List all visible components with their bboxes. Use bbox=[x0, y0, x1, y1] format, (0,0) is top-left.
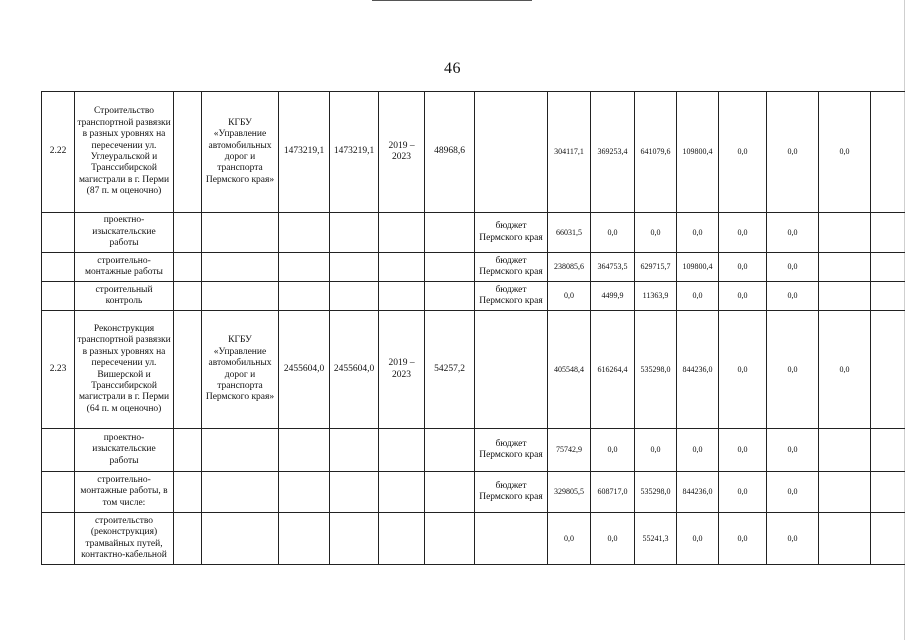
empty-cell bbox=[871, 513, 905, 565]
empty-cell bbox=[42, 513, 75, 565]
empty-cell bbox=[379, 282, 425, 311]
value-year-3: 535298,0 bbox=[635, 472, 677, 513]
estimated-cost: 1473219,1 bbox=[279, 92, 330, 213]
empty-cell bbox=[202, 472, 279, 513]
value-year-1: 0,0 bbox=[548, 282, 591, 311]
value-year-6: 0,0 bbox=[767, 472, 819, 513]
value-year-1: 238085,6 bbox=[548, 253, 591, 282]
empty-cell bbox=[174, 92, 202, 213]
value-year-3: 629715,7 bbox=[635, 253, 677, 282]
empty-cell bbox=[871, 253, 905, 282]
object-name: Реконструкция транспортной развязки в разных уровнях на пересечении ул. Вишерской и Транссибирской магистрали в г. Перми (64 п. м оценочно) bbox=[75, 311, 174, 429]
empty-cell bbox=[330, 253, 379, 282]
empty-cell bbox=[819, 213, 871, 253]
empty-cell bbox=[330, 472, 379, 513]
work-type: проектно- изыскательские работы bbox=[75, 213, 174, 253]
amount: 48968,6 bbox=[425, 92, 475, 213]
empty-cell bbox=[202, 513, 279, 565]
value-year-4: 109800,4 bbox=[677, 253, 719, 282]
empty-cell bbox=[202, 213, 279, 253]
value-year-4: 844236,0 bbox=[677, 472, 719, 513]
empty-cell bbox=[425, 253, 475, 282]
amount: 54257,2 bbox=[425, 311, 475, 429]
empty-cell bbox=[279, 513, 330, 565]
empty-cell bbox=[330, 282, 379, 311]
empty-cell bbox=[330, 513, 379, 565]
organization: КГБУ «Управление автомобильных дорог и транспорта Пермского края» bbox=[202, 92, 279, 213]
empty-cell bbox=[174, 472, 202, 513]
table-row bbox=[42, 429, 905, 472]
work-type: проектно- изыскательские работы bbox=[75, 429, 174, 472]
empty-cell bbox=[279, 253, 330, 282]
empty-cell bbox=[819, 429, 871, 472]
value-year-3: 11363,9 bbox=[635, 282, 677, 311]
value-year-5: 0,0 bbox=[719, 472, 767, 513]
empty-cell bbox=[871, 92, 905, 213]
empty-cell bbox=[330, 213, 379, 253]
value-year-7: 0,0 bbox=[819, 92, 871, 213]
value-year-2: 616264,4 bbox=[591, 311, 635, 429]
page-number: 46 bbox=[444, 60, 461, 77]
value-year-2: 369253,4 bbox=[591, 92, 635, 213]
value-year-3: 535298,0 bbox=[635, 311, 677, 429]
empty-cell bbox=[279, 472, 330, 513]
empty-cell bbox=[425, 429, 475, 472]
value-year-5: 0,0 bbox=[719, 253, 767, 282]
empty-cell bbox=[279, 429, 330, 472]
empty-cell bbox=[202, 253, 279, 282]
empty-cell bbox=[42, 472, 75, 513]
estimated-cost-2: 2455604,0 bbox=[330, 311, 379, 429]
funding-source bbox=[475, 92, 548, 213]
table-row bbox=[42, 253, 905, 282]
table-row bbox=[42, 472, 905, 513]
value-year-6: 0,0 bbox=[767, 513, 819, 565]
empty-cell bbox=[425, 513, 475, 565]
funding-source: бюджет Пермского края bbox=[475, 472, 548, 513]
table-row bbox=[42, 282, 905, 311]
funding-source: бюджет Пермского края bbox=[475, 213, 548, 253]
value-year-4: 0,0 bbox=[677, 213, 719, 253]
value-year-6: 0,0 bbox=[767, 92, 819, 213]
empty-cell bbox=[202, 282, 279, 311]
empty-cell bbox=[174, 311, 202, 429]
funding-source: бюджет Пермского края bbox=[475, 282, 548, 311]
value-year-6: 0,0 bbox=[767, 311, 819, 429]
work-type: строительный контроль bbox=[75, 282, 174, 311]
empty-cell bbox=[379, 253, 425, 282]
empty-cell bbox=[379, 513, 425, 565]
empty-cell bbox=[425, 213, 475, 253]
row-number: 2.22 bbox=[42, 92, 75, 213]
value-year-1: 329805,5 bbox=[548, 472, 591, 513]
empty-cell bbox=[871, 213, 905, 253]
empty-cell bbox=[174, 253, 202, 282]
object-name: Строительство транспортной развязки в разных уровнях на пересечении ул. Углеуральской и Транссибирской магистрали в г. Перми (87 п. м оценочно) bbox=[75, 92, 174, 213]
table-row bbox=[42, 92, 905, 213]
value-year-5: 0,0 bbox=[719, 429, 767, 472]
value-year-1: 75742,9 bbox=[548, 429, 591, 472]
empty-cell bbox=[330, 429, 379, 472]
work-type: строительство (реконструкция) трамвайных путей, контактно-кабельной bbox=[75, 513, 174, 565]
page-top-edge bbox=[372, 0, 532, 1]
estimated-cost-2: 1473219,1 bbox=[330, 92, 379, 213]
empty-cell bbox=[871, 282, 905, 311]
empty-cell bbox=[819, 282, 871, 311]
value-year-2: 4499,9 bbox=[591, 282, 635, 311]
empty-cell bbox=[425, 472, 475, 513]
value-year-5: 0,0 bbox=[719, 92, 767, 213]
value-year-6: 0,0 bbox=[767, 253, 819, 282]
empty-cell bbox=[174, 282, 202, 311]
empty-cell bbox=[379, 429, 425, 472]
value-year-2: 364753,5 bbox=[591, 253, 635, 282]
empty-cell bbox=[379, 213, 425, 253]
funding-source: бюджет Пермского края bbox=[475, 429, 548, 472]
value-year-6: 0,0 bbox=[767, 213, 819, 253]
value-year-3: 55241,3 bbox=[635, 513, 677, 565]
value-year-1: 0,0 bbox=[548, 513, 591, 565]
value-year-2: 0,0 bbox=[591, 513, 635, 565]
value-year-4: 0,0 bbox=[677, 513, 719, 565]
period: 2019 – 2023 bbox=[379, 311, 425, 429]
empty-cell bbox=[174, 513, 202, 565]
empty-cell bbox=[871, 311, 905, 429]
empty-cell bbox=[871, 472, 905, 513]
empty-cell bbox=[202, 429, 279, 472]
funding-source bbox=[475, 513, 548, 565]
empty-cell bbox=[42, 429, 75, 472]
funding-source bbox=[475, 311, 548, 429]
value-year-5: 0,0 bbox=[719, 282, 767, 311]
value-year-4: 0,0 bbox=[677, 282, 719, 311]
empty-cell bbox=[819, 472, 871, 513]
empty-cell bbox=[42, 253, 75, 282]
empty-cell bbox=[379, 472, 425, 513]
empty-cell bbox=[279, 282, 330, 311]
work-type: строительно- монтажные работы, в том числе: bbox=[75, 472, 174, 513]
value-year-2: 0,0 bbox=[591, 429, 635, 472]
empty-cell bbox=[871, 429, 905, 472]
empty-cell bbox=[425, 282, 475, 311]
organization: КГБУ «Управление автомобильных дорог и транспорта Пермского края» bbox=[202, 311, 279, 429]
funding-source: бюджет Пермского края bbox=[475, 253, 548, 282]
estimated-cost: 2455604,0 bbox=[279, 311, 330, 429]
value-year-2: 608717,0 bbox=[591, 472, 635, 513]
table-row bbox=[42, 213, 905, 253]
value-year-7: 0,0 bbox=[819, 311, 871, 429]
value-year-2: 0,0 bbox=[591, 213, 635, 253]
work-type: строительно- монтажные работы bbox=[75, 253, 174, 282]
value-year-3: 0,0 bbox=[635, 213, 677, 253]
value-year-1: 66031,5 bbox=[548, 213, 591, 253]
value-year-1: 405548,4 bbox=[548, 311, 591, 429]
value-year-6: 0,0 bbox=[767, 282, 819, 311]
empty-cell bbox=[42, 282, 75, 311]
value-year-5: 0,0 bbox=[719, 513, 767, 565]
value-year-3: 641079,6 bbox=[635, 92, 677, 213]
row-number: 2.23 bbox=[42, 311, 75, 429]
empty-cell bbox=[279, 213, 330, 253]
period: 2019 – 2023 bbox=[379, 92, 425, 213]
value-year-4: 0,0 bbox=[677, 429, 719, 472]
value-year-6: 0,0 bbox=[767, 429, 819, 472]
empty-cell bbox=[174, 429, 202, 472]
empty-cell bbox=[819, 253, 871, 282]
value-year-5: 0,0 bbox=[719, 213, 767, 253]
value-year-5: 0,0 bbox=[719, 311, 767, 429]
value-year-4: 109800,4 bbox=[677, 92, 719, 213]
empty-cell bbox=[174, 213, 202, 253]
value-year-3: 0,0 bbox=[635, 429, 677, 472]
table-row bbox=[42, 513, 905, 565]
empty-cell bbox=[42, 213, 75, 253]
value-year-1: 304117,1 bbox=[548, 92, 591, 213]
value-year-4: 844236,0 bbox=[677, 311, 719, 429]
empty-cell bbox=[819, 513, 871, 565]
table-row bbox=[42, 311, 905, 429]
budget-table bbox=[41, 91, 905, 565]
